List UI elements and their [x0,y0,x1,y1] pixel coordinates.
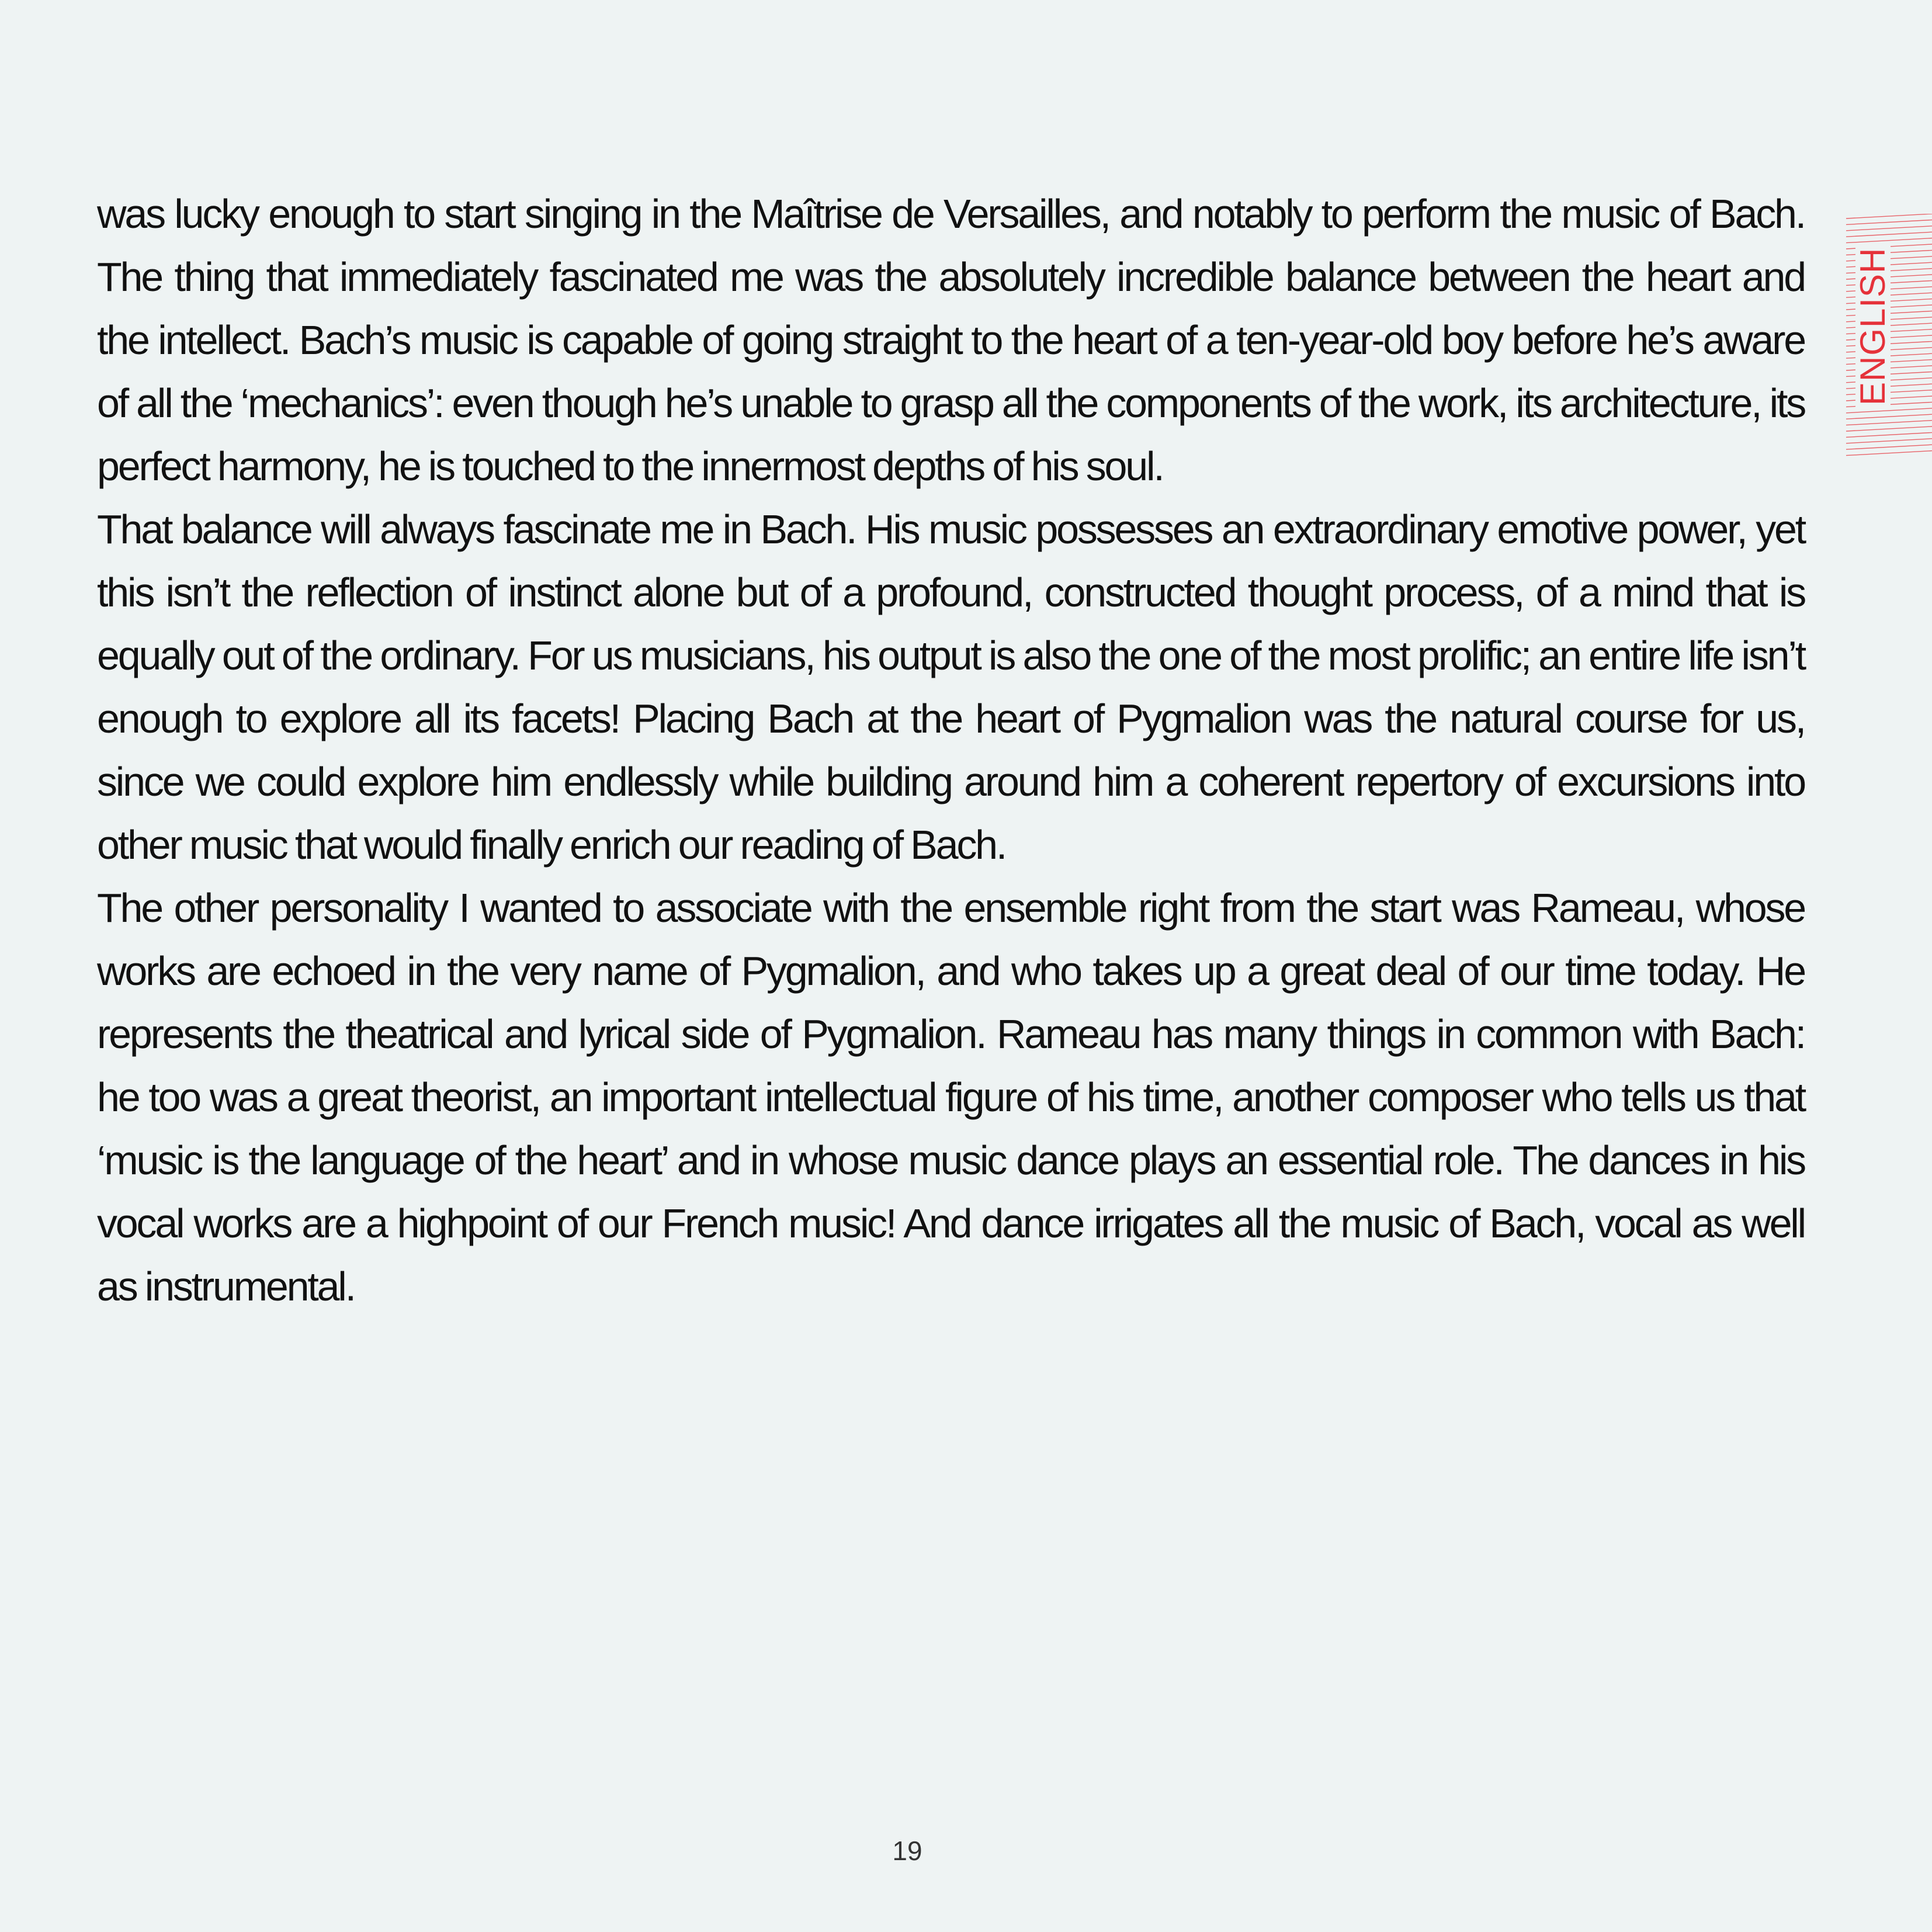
hatch-line [1846,220,1932,224]
paragraph-3: The other personality I wanted to associate with the ensemble right from the start was Rameau, whose works are echoed in the very name of Pygmalion, and who takes up a great deal of our time today. He represents the theatrical and lyrical side of Pygmalion. Rameau has many things in common with Bach: he too was a great theorist, an important intellectual figure of his time, another composer who tells us that ‘music is the language of the heart’ and in whose music dance plays an essential role. The dances in his vocal works are a highpoint of our French music! And dance irrigates all the music of Bach, vocal as well as instrumental. [97,885,1805,1309]
hatch-line [1846,432,1932,437]
page-number: 19 [892,1836,922,1866]
hatch-line [1846,238,1932,243]
hatch-line [1846,439,1932,443]
hatch-line [1846,214,1932,218]
hatch-line [1846,451,1932,456]
paragraph-2: That balance will always fascinate me in Bach. His music possesses an extraordinary emotive power, yet this isn’t the reflection of instinct alone but of a profound, constructed thought process, of a mind that is equally out of the ordinary. For us musicians, his output is also the one of the most prolific; an entire life isn’t enough to explore all its facets! Placing Bach at the heart of Pygmalion was the natural course for us, since we could explore him endlessly while building around him a coherent repertory of excursions into other music that would finally enrich our reading of Bach. [97,507,1805,868]
hatch-line [1846,226,1932,231]
hatch-line [1846,445,1932,449]
hatch-line [1846,421,1932,425]
paragraph-1: was lucky enough to start singing in the Maîtrise de Versailles, and notably to perform the music of Bach. The thing that immediately fascinated me was the absolutely incredible balance between the heart and the intellect. Bach’s music is capable of going straight to the heart of a ten-year-old boy before he’s aware of all the ‘mechanics’: even though he’s unable to grasp all the components of the work, its architecture, its perfect harmony, he is touched to the innermost depths of his soul. [97,191,1805,489]
language-tab-label: ENGLISH [1855,244,1891,409]
hatch-line [1846,408,1932,413]
body-text [97,182,1805,1318]
hatch-line [1846,414,1932,419]
hatch-line [1846,232,1932,237]
hatch-line [1846,426,1932,431]
